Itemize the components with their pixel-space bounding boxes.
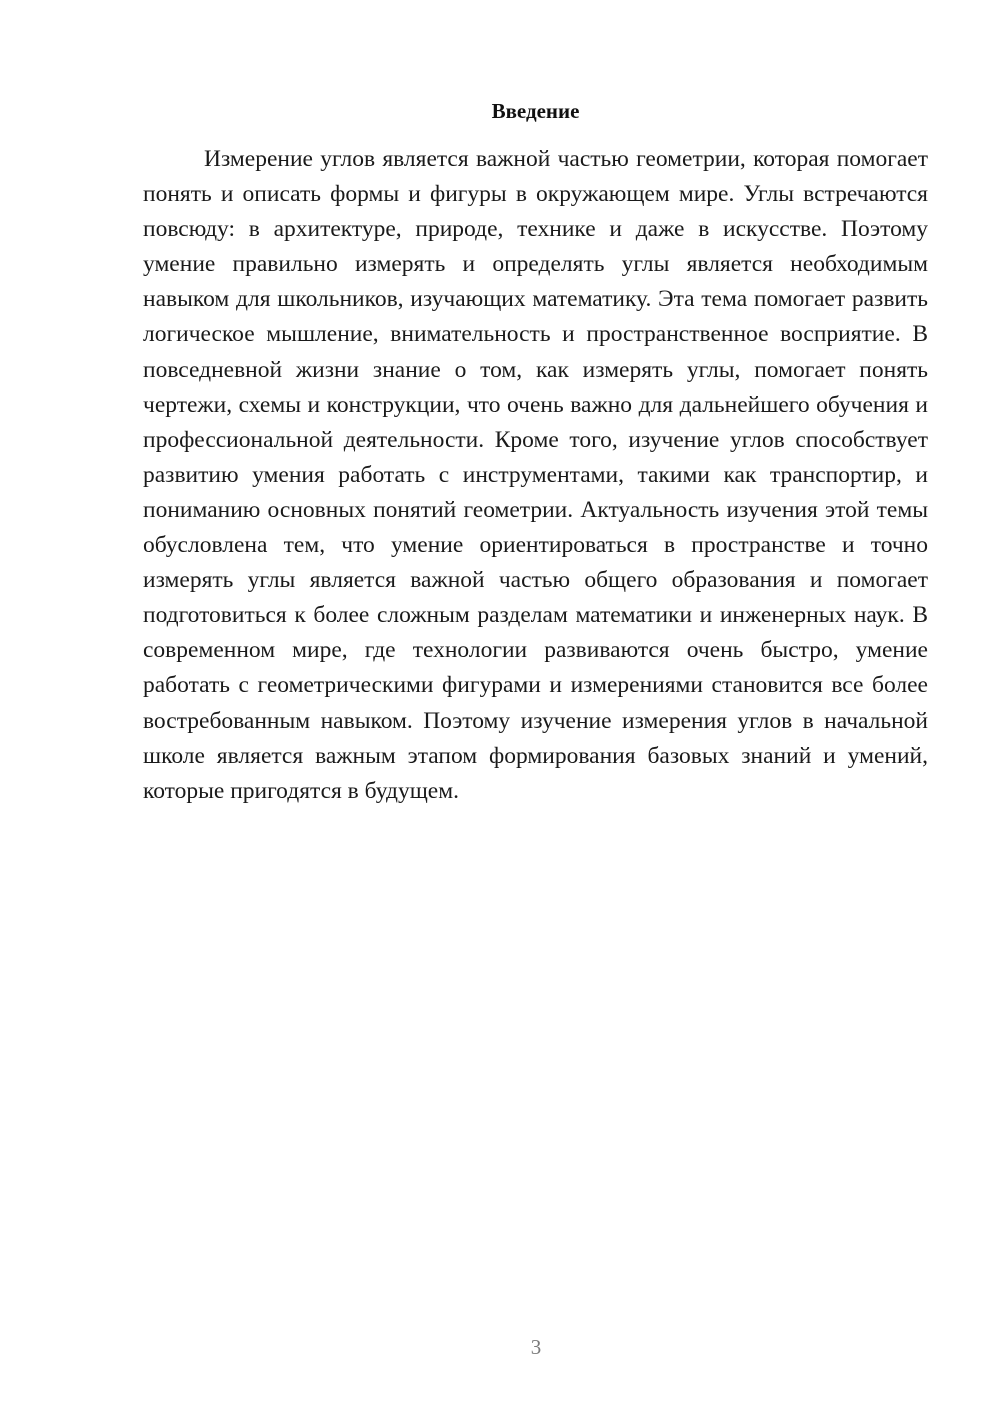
body-paragraph: Измерение углов является важной частью геометрии, которая помогает понять и описать формы и фигуры в окружающем мире. Углы встречаются повсюду: в архитектуре, природе, технике и даже в искусстве. Поэтому умение правильно измерять и определять углы является необходимым навыком для школьников, изучающих математику. Эта тема помогает развить логическое мышление, внимательность и пространственное восприятие. В повседневной жизни знание о том, как измерять углы, помогает понять чертежи, схемы и конструкции, что очень важно для дальнейшего обучения и профессиональной деятельности. Кроме того, изучение углов способствует развитию умения работать с инструментами, такими как транспортир, и пониманию основных понятий геометрии. Актуальность изучения этой темы обусловлена тем, что умение ориентироваться в пространстве и точно измерять углы является важной частью общего образования и помогает подготовиться к более сложным разделам математики и инженерных наук. В современном мире, где технологии развиваются очень быстро, умение работать с геометрическими фигурами и измерениями становится все более востребованным навыком. Поэтому изучение измерения углов в начальной школе является важным этапом формирования базовых знаний и умений, которые пригодятся в будущем. xyxy=(143,146,928,804)
page-number: 3 xyxy=(530,1335,542,1359)
section-heading: Введение xyxy=(491,99,580,123)
